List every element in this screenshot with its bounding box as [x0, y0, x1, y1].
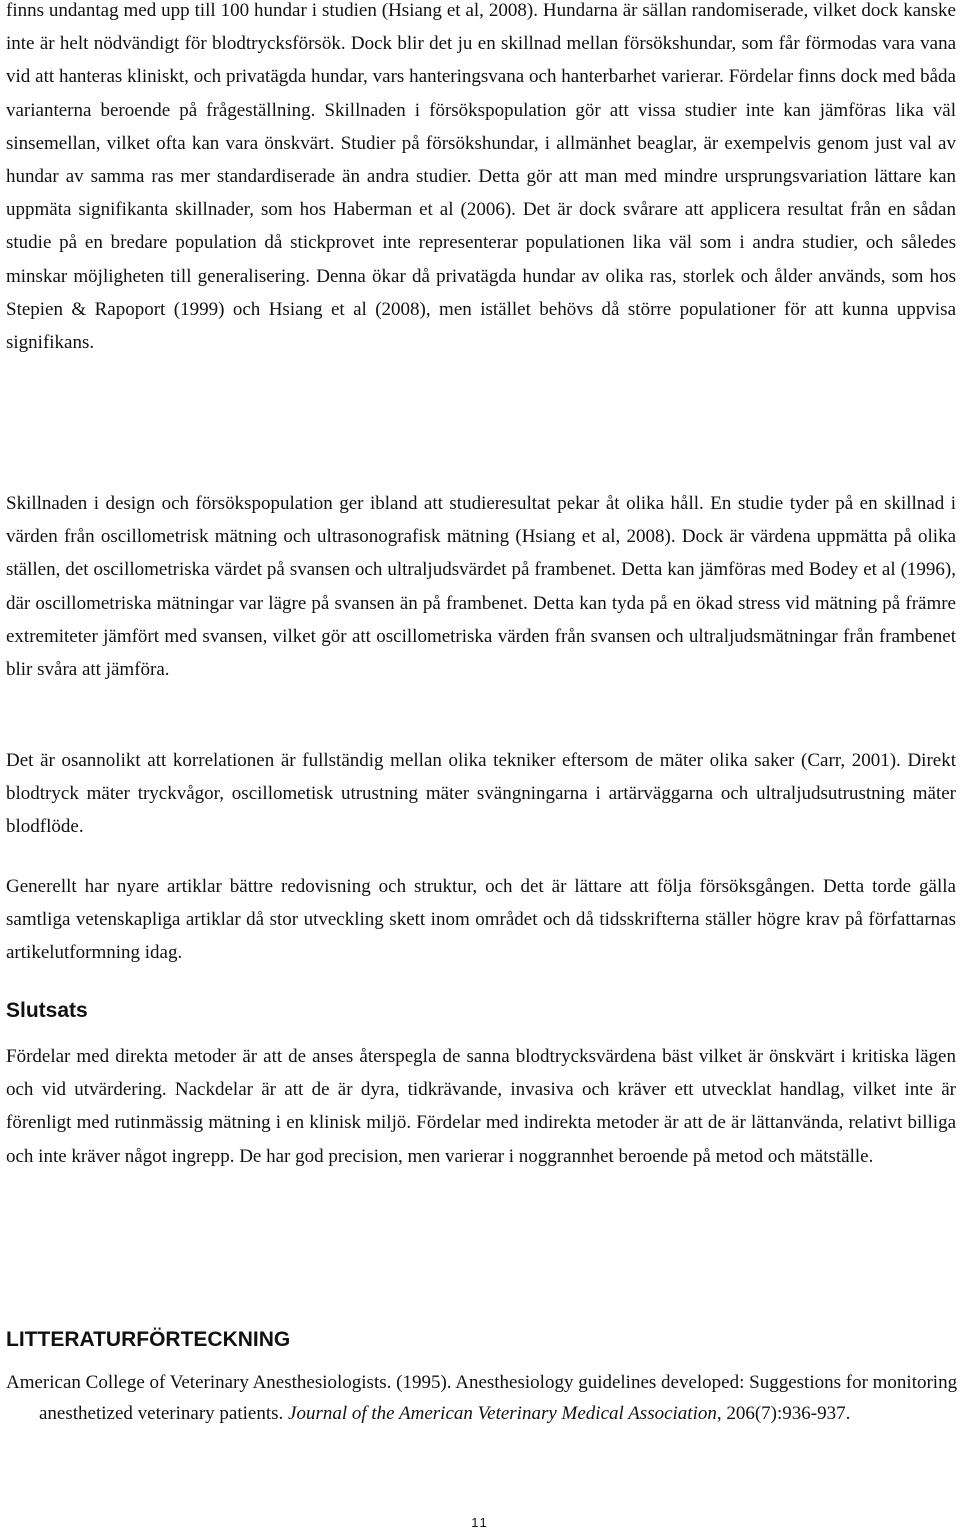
paragraph-study-differences: Skillnaden i design och försökspopulation ger ibland att studieresultat pekar åt olika håll. En studie tyder på en skillnad i värden från oscillometrisk mätning och ultrasonografisk mätning (Hsiang et al, 2008). Dock är värdena uppmätta på olika ställen, det oscillometriska värdet på svansen och ultraljudsvärdet på frambenet. Detta kan jämföras med Bodey et al (1996), där oscillometriska mätningar var lägre på svansen än på frambenet. Detta kan tyda på en ökad stress vid mätning på främre extremiteter jämfört med svansen, vilket gör att oscillometriska värden från svansen och ultraljudsmätningar från frambenet blir svåra att jämföra.	[6, 493, 956, 681]
page-number: 11	[471, 1515, 489, 1530]
reference-journal: Journal of the American Veterinary Medical Association	[288, 1403, 717, 1424]
paragraph-correlation: Det är osannolikt att korrelationen är fullständig mellan olika tekniker eftersom de mäter olika saker (Carr, 2001). Direkt blodtryck mäter tryckvågor, oscillometisk utrustning mäter svängningarna i artärväggarna och ultraljudsutrustning mäter blodflöde.	[6, 750, 956, 838]
paragraph-design-population	[6, 0, 956, 359]
paragraph-text-part2: Detta gör att man med mindre ursprungsvariation lättare kan uppmäta signifikanta skillnader, som hos Haberman et al (2006). Det är dock svårare att applicera resultat från en sådan studie på en bredare population då stickprovet inte representerar populationen lika väl som i andra studier, och således minskar möjligheten till generalisering. Denna ökar då privatägda hundar av olika ras, storlek och ålder används, som hos Stepien & Rapoport (1999) och Hsiang et al (2008), men istället behövs då större populationer för att kunna uppvisa signifikans.	[6, 166, 957, 354]
reference-entry	[6, 1367, 960, 1429]
paragraph-text-part1: finns undantag med upp till 100 hundar i studien (Hsiang et al, 2008). Hundarna är sällan randomiserade, vilket dock kanske inte är helt nödvändigt för blodtrycksförsök. Dock blir det ju en skillnad mellan försökshundar, som får förmodas vara vana vid att hanteras kliniskt, och privatägda hundar, vars hanteringsvana och hanterbarhet varierar. Fördelar finns dock med båda varianterna beroende på frågeställning. Skillnaden i försökspopulation gör att vissa studier inte kan jämföras lika väl sinsemellan, vilket ofta kan vara önskvärt. Studier på försökshundar, i allmänhet beaglar, är exempelvis genom just val av hundar av samma ras mer standardiserade än andra studier.	[6, 0, 956, 188]
heading-literature: LITTERATURFÖRTECKNING	[6, 1328, 291, 1351]
reference-authors: American College of Veterinary Anesthesiologists. (1995). Anesthesiology guidelines developed: Suggestions for monitoring anesthetized veterinary patients.	[6, 1372, 958, 1424]
paragraph-article-quality: Generellt har nyare artiklar bättre redovisning och struktur, och det är lättare att följa försöksgången. Detta torde gälla samtliga vetenskapliga artiklar då stor utveckling skett inom området och då tidsskrifterna ställer högre krav på författarnas artikelutformning idag.	[6, 876, 956, 964]
heading-slutsats: Slutsats	[6, 999, 88, 1022]
paragraph-conclusion: Fördelar med direkta metoder är att de anses återspegla de sanna blodtrycksvärdena bäst vilket är önskvärt i kritiska lägen och vid utvärdering. Nackdelar är att de är dyra, tidkrävande, invasiva och kräver ett utvecklat handlag, vilket inte är förenligt med rutinmässig mätning i en klinisk miljö. Fördelar med indirekta metoder är att de är lättanvända, relativt billiga och inte kräver något ingrepp. De har god precision, men varierar i noggrannhet beroende på metod och mätställe.	[6, 1046, 956, 1167]
reference-volume: , 206(7):936-937.	[716, 1403, 851, 1424]
